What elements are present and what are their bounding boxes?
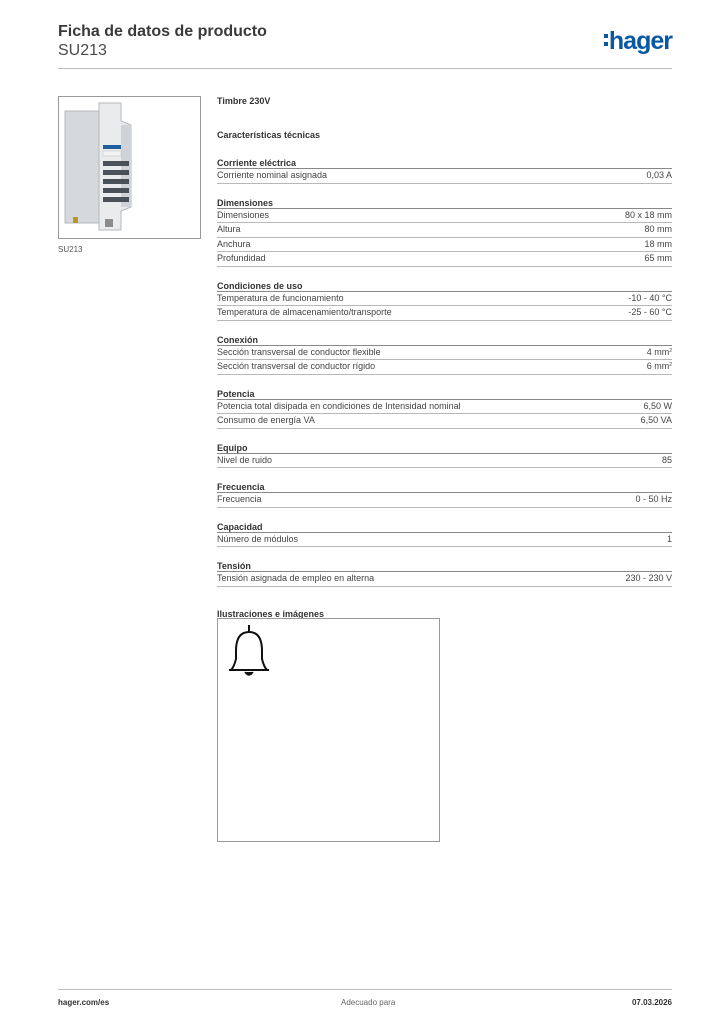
- spec-row: [217, 252, 672, 267]
- footer-date: 07.03.2026: [631, 998, 672, 1007]
- spec-section: [217, 560, 672, 587]
- spec-value: [644, 252, 672, 266]
- tech-characteristics-heading: Características técnicas: [217, 130, 321, 140]
- spec-value-text: 80 mm: [644, 224, 672, 234]
- spec-row: [217, 292, 672, 307]
- spec-section-title: Frecuencia: [217, 481, 672, 493]
- spec-sections: [217, 157, 672, 587]
- spec-value-superscript: 2: [669, 347, 672, 354]
- spec-section-title: Tensión: [217, 560, 672, 572]
- spec-label: Número de módulos: [217, 533, 299, 544]
- hager-logo[interactable]: [604, 28, 672, 54]
- spec-value-text: 18 mm: [644, 238, 672, 249]
- product-code: SU213: [58, 42, 107, 59]
- footer-divider: [58, 989, 672, 990]
- spec-section-title: Corriente eléctrica: [217, 157, 672, 169]
- spec-section: [217, 334, 672, 375]
- spec-value-text: 6,50 W: [643, 400, 672, 411]
- spec-value: [625, 572, 672, 586]
- spec-label: Potencia total disipada en condiciones de Intensidad nominal: [217, 400, 461, 411]
- spec-value-text: 6,50 VA: [640, 415, 672, 425]
- product-image: [58, 96, 201, 239]
- spec-value-text: 230 - 230 V: [625, 573, 672, 583]
- logo-text: hager: [608, 27, 672, 55]
- spec-value: [647, 346, 672, 360]
- spec-label: Sección transversal de conductor rígido: [217, 361, 376, 371]
- din-rail-module-icon: [59, 97, 202, 240]
- footer-suitable-for: Adecuado para: [341, 998, 396, 1007]
- spec-row: [217, 238, 672, 253]
- illustrations-heading: Ilustraciones e imágenes: [217, 608, 325, 619]
- spec-value: [644, 223, 672, 237]
- spec-label: Temperatura de almacenamiento/transporte: [217, 307, 392, 317]
- spec-value-text: 6 mm: [646, 361, 670, 371]
- spec-row: [217, 306, 672, 321]
- spec-row: [217, 360, 672, 375]
- footer-website-link[interactable]: hager.com/es: [58, 998, 110, 1007]
- spec-value-text: 0,03 A: [646, 170, 672, 180]
- spec-value: [635, 493, 672, 507]
- spec-value: [625, 209, 672, 223]
- spec-value-text: 4 mm: [646, 346, 670, 357]
- spec-section-title: Potencia: [217, 388, 672, 400]
- spec-label: Dimensiones: [217, 209, 270, 220]
- spec-value-text: -25 - 60 °C: [628, 307, 672, 317]
- product-image-caption: SU213: [58, 245, 83, 254]
- spec-value: [647, 360, 672, 374]
- spec-section: [217, 388, 672, 429]
- spec-row: [217, 169, 672, 184]
- spec-value-text: 65 mm: [644, 253, 672, 263]
- spec-section-title: Equipo: [217, 442, 672, 454]
- document-title: Ficha de datos de producto: [58, 23, 267, 40]
- spec-section-title: Dimensiones: [217, 197, 672, 209]
- spec-value: [644, 238, 672, 252]
- spec-value: [643, 400, 672, 414]
- spec-label: Anchura: [217, 238, 251, 249]
- logo-colon-icon: [604, 34, 608, 50]
- spec-section: [217, 521, 672, 548]
- spec-label: Consumo de energía VA: [217, 415, 315, 425]
- spec-row: [217, 454, 672, 469]
- spec-value-superscript: 2: [669, 362, 672, 368]
- spec-value-text: 80 x 18 mm: [624, 209, 672, 220]
- spec-row: [217, 346, 672, 361]
- bell-icon: [224, 623, 284, 683]
- spec-label: Corriente nominal asignada: [217, 170, 328, 180]
- spec-content: [217, 96, 672, 621]
- illustration-box: [217, 618, 440, 842]
- spec-row: [217, 533, 672, 548]
- spec-value-text: 1: [666, 533, 672, 544]
- spec-label: Sección transversal de conductor flexible: [217, 346, 381, 357]
- spec-section-title: Capacidad: [217, 521, 672, 533]
- spec-label: Frecuencia: [217, 494, 262, 504]
- spec-label: Tensión asignada de empleo en alterna: [217, 573, 375, 583]
- spec-section: [217, 157, 672, 184]
- spec-label: Temperatura de funcionamiento: [217, 292, 344, 303]
- header-divider: [58, 68, 672, 69]
- spec-section: [217, 481, 672, 508]
- spec-value-text: -10 - 40 °C: [628, 292, 672, 303]
- spec-section: [217, 280, 672, 321]
- product-name: Timbre 230V: [217, 96, 271, 106]
- spec-label: Altura: [217, 224, 241, 234]
- spec-section: [217, 197, 672, 267]
- spec-section-title: Condiciones de uso: [217, 280, 672, 292]
- spec-value: [667, 533, 672, 547]
- spec-row: [217, 400, 672, 415]
- spec-label: Nivel de ruido: [217, 454, 273, 465]
- spec-value: [662, 454, 672, 468]
- spec-section: [217, 442, 672, 469]
- spec-value: [628, 292, 672, 306]
- spec-value-text: 85: [661, 454, 672, 465]
- spec-row: [217, 414, 672, 429]
- spec-value: [646, 169, 672, 183]
- spec-value-text: 0 - 50 Hz: [635, 494, 672, 504]
- spec-row: [217, 223, 672, 238]
- spec-value: [641, 414, 672, 428]
- document-header: [58, 22, 672, 60]
- spec-section-title: Conexión: [217, 334, 672, 346]
- spec-label: Profundidad: [217, 253, 266, 263]
- spec-row: [217, 209, 672, 224]
- spec-row: [217, 572, 672, 587]
- spec-value: [628, 306, 672, 320]
- spec-row: [217, 493, 672, 508]
